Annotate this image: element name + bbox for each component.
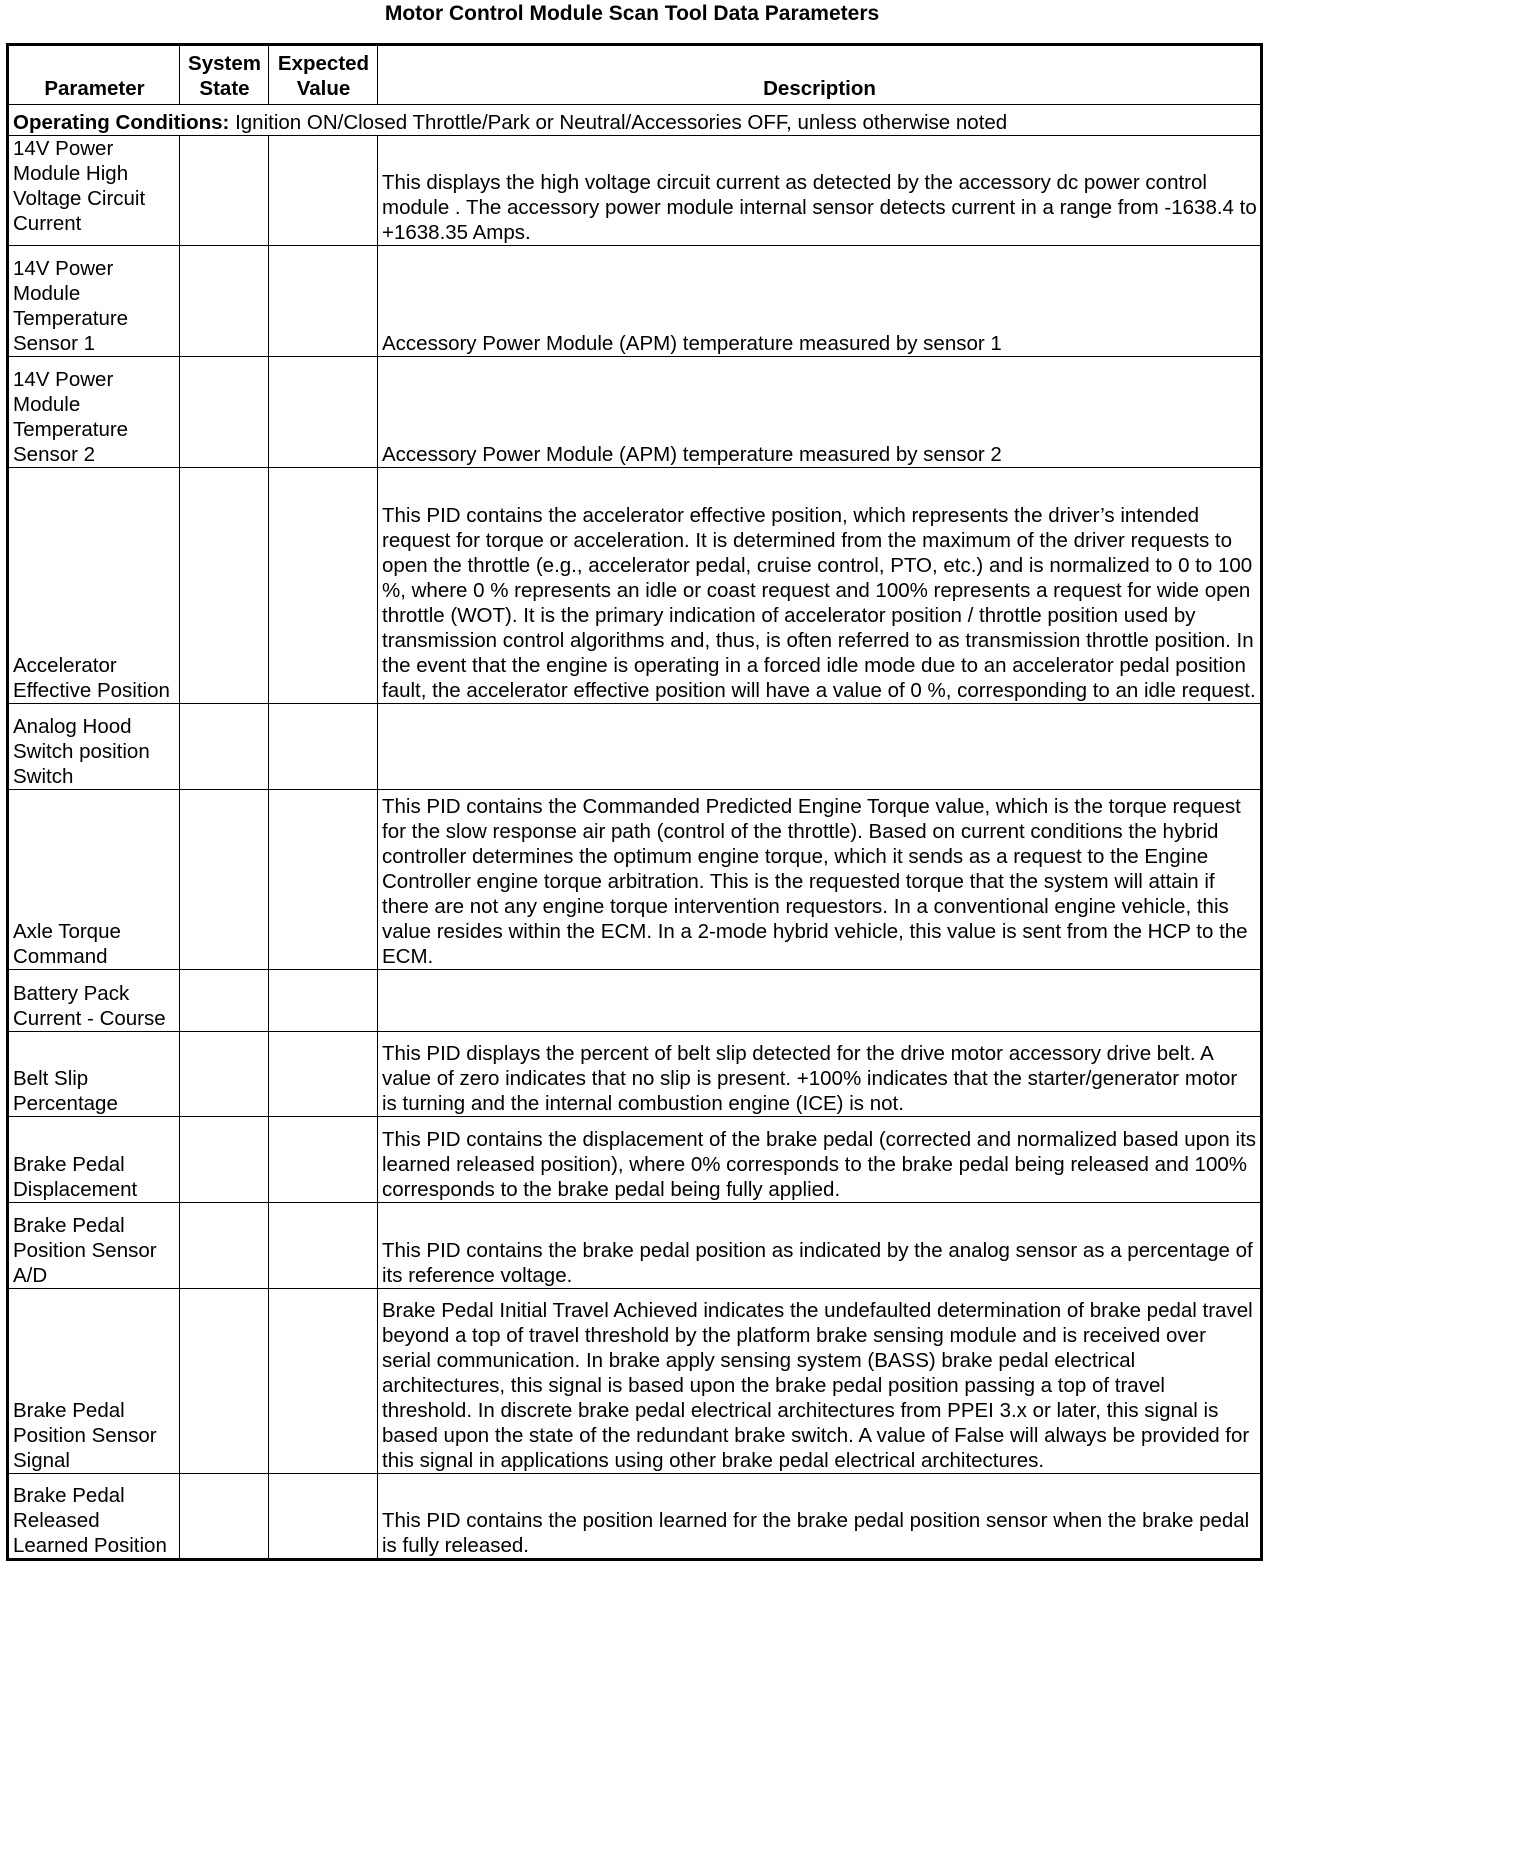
table-row	[8, 1203, 1262, 1289]
system-state-cell	[180, 1474, 269, 1560]
param-cell: Analog Hood Switch position Switch	[8, 704, 180, 790]
expected-value-cell	[269, 1289, 378, 1474]
system-state-cell	[180, 704, 269, 790]
system-state-cell	[180, 790, 269, 970]
expected-value-cell	[269, 1117, 378, 1203]
table-row	[8, 1289, 1262, 1474]
table-row	[8, 1117, 1262, 1203]
description-cell: This PID contains the displacement of the brake pedal (corrected and normalized based upon its learned released position), where 0% corresponds to the brake pedal being released and 100% corresponds to the brake pedal being fully applied.	[378, 1117, 1262, 1203]
param-cell: Brake Pedal Displacement	[8, 1117, 180, 1203]
description-cell: This displays the high voltage circuit current as detected by the accessory dc power control module . The accessory power module internal sensor detects current in a range from -1638.4 to +1638.35 Amps.	[378, 136, 1262, 246]
header-parameter: Parameter	[8, 45, 180, 105]
description-cell: This PID contains the position learned for the brake pedal position sensor when the brake pedal is fully released.	[378, 1474, 1262, 1560]
expected-value-cell	[269, 468, 378, 704]
description-cell	[378, 704, 1262, 790]
system-state-cell	[180, 1289, 269, 1474]
expected-value-cell	[269, 970, 378, 1032]
parameters-table	[6, 43, 1263, 1561]
system-state-cell	[180, 1117, 269, 1203]
system-state-cell	[180, 246, 269, 357]
param-cell: Accelerator Effective Position	[8, 468, 180, 704]
description-cell: Brake Pedal Initial Travel Achieved indicates the undefaulted determination of brake pedal travel beyond a top of travel threshold by the platform brake sensing module and is received over serial communication. In brake apply sensing system (BASS) brake pedal electrical architectures, this signal is based upon the brake pedal position passing a top of travel threshold. In discrete brake pedal electrical architectures from PPEI 3.x or later, this signal is based upon the state of the redundant brake switch. A value of False will always be provided for this signal in applications using other brake pedal electrical architectures.	[378, 1289, 1262, 1474]
description-cell: This PID contains the Commanded Predicted Engine Torque value, which is the torque request for the slow response air path (control of the throttle). Based on current conditions the hybrid controller determines the optimum engine torque, which it sends as a request to the Engine Controller engine torque arbitration. This is the requested torque that the system will attain if there are not any engine torque intervention requestors. In a conventional engine vehicle, this value resides within the ECM. In a 2-mode hybrid vehicle, this value is sent from the HCP to the ECM.	[378, 790, 1262, 970]
expected-value-cell	[269, 1203, 378, 1289]
table-header-row	[8, 45, 1262, 105]
expected-value-cell	[269, 790, 378, 970]
description-cell: This PID displays the percent of belt slip detected for the drive motor accessory drive belt. A value of zero indicates that no slip is present. +100% indicates that the starter/generator motor is turning and the internal combustion engine (ICE) is not.	[378, 1032, 1262, 1117]
param-cell: Axle Torque Command	[8, 790, 180, 970]
document-title: Motor Control Module Scan Tool Data Parameters	[384, 2, 880, 25]
operating-conditions	[8, 105, 1262, 136]
system-state-cell	[180, 1203, 269, 1289]
expected-value-cell	[269, 1032, 378, 1117]
table-row	[8, 468, 1262, 704]
system-state-cell	[180, 970, 269, 1032]
param-cell: 14V Power Module Temperature Sensor 2	[8, 357, 180, 468]
system-state-cell	[180, 468, 269, 704]
description-cell	[378, 970, 1262, 1032]
table-row	[8, 970, 1262, 1032]
operating-conditions-row	[8, 105, 1262, 136]
table-row	[8, 357, 1262, 468]
description-cell: Accessory Power Module (APM) temperature measured by sensor 1	[378, 246, 1262, 357]
operating-conditions-label: Operating Conditions:	[13, 111, 230, 134]
expected-value-cell	[269, 1474, 378, 1560]
table-row	[8, 1032, 1262, 1117]
header-description: Description	[378, 45, 1262, 105]
description-cell: This PID contains the brake pedal position as indicated by the analog sensor as a percentage of its reference voltage.	[378, 1203, 1262, 1289]
system-state-cell	[180, 357, 269, 468]
param-cell: 14V Power Module High Voltage Circuit Current	[8, 136, 180, 246]
system-state-cell	[180, 1032, 269, 1117]
table-row	[8, 136, 1262, 246]
param-cell: Belt Slip Percentage	[8, 1032, 180, 1117]
header-expected-value: Expected Value	[269, 45, 378, 105]
param-cell: Brake Pedal Released Learned Position	[8, 1474, 180, 1560]
param-cell: Brake Pedal Position Sensor Signal	[8, 1289, 180, 1474]
description-cell: This PID contains the accelerator effective position, which represents the driver’s intended request for torque or acceleration. It is determined from the maximum of the driver requests to open the throttle (e.g., accelerator pedal, cruise control, PTO, etc.) and is normalized to 0 to 100 %, where 0 % represents an idle or coast request and 100% represents a request for wide open throttle (WOT). It is the primary indication of accelerator position / throttle position used by transmission control algorithms and, thus, is often referred to as transmission throttle position. In the event that the engine is operating in a forced idle mode due to an accelerator pedal position fault, the accelerator effective position will have a value of 0 %, corresponding to an idle request.	[378, 468, 1262, 704]
expected-value-cell	[269, 246, 378, 357]
table-row	[8, 790, 1262, 970]
expected-value-cell	[269, 357, 378, 468]
expected-value-cell	[269, 136, 378, 246]
param-cell: Battery Pack Current - Course	[8, 970, 180, 1032]
table-row	[8, 704, 1262, 790]
system-state-cell	[180, 136, 269, 246]
param-cell: Brake Pedal Position Sensor A/D	[8, 1203, 180, 1289]
operating-conditions-text: Ignition ON/Closed Throttle/Park or Neutral/Accessories OFF, unless otherwise noted	[229, 111, 1008, 134]
description-cell: Accessory Power Module (APM) temperature measured by sensor 2	[378, 357, 1262, 468]
table-row	[8, 246, 1262, 357]
table-row	[8, 1474, 1262, 1560]
param-cell: 14V Power Module Temperature Sensor 1	[8, 246, 180, 357]
header-system-state: System State	[180, 45, 269, 105]
expected-value-cell	[269, 704, 378, 790]
